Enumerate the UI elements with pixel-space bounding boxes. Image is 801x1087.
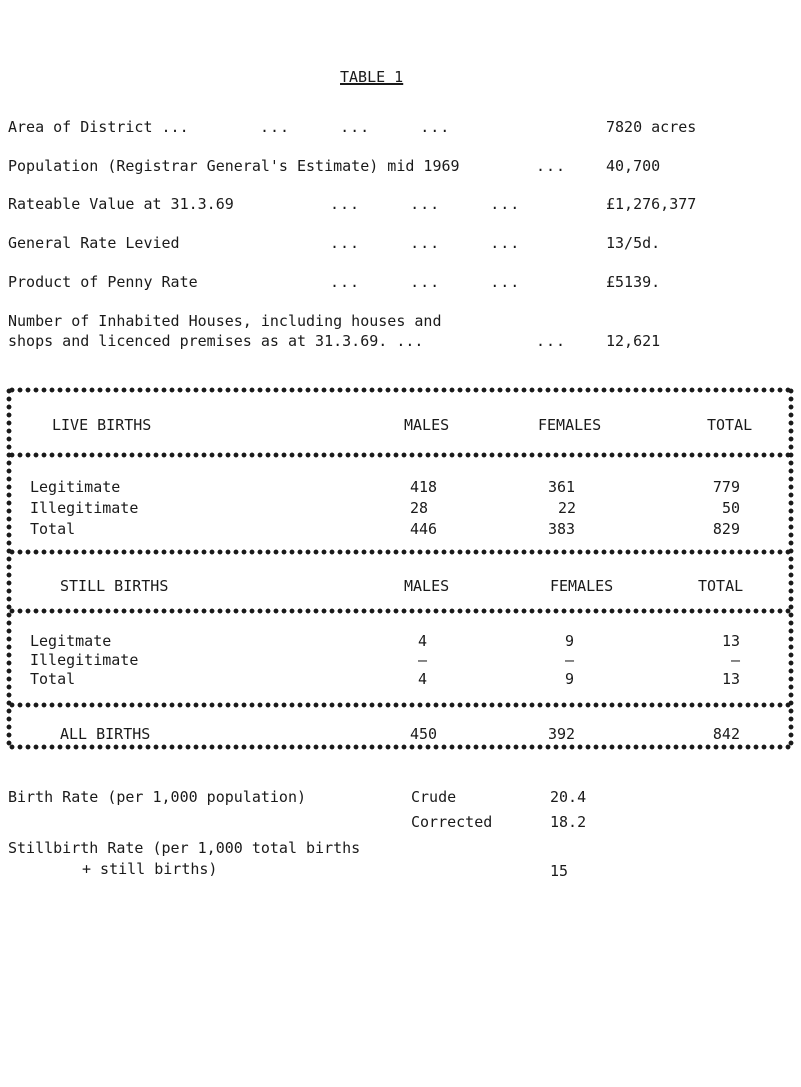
live-total-total: 829 xyxy=(712,520,740,538)
live-illegitimate-total: 50 xyxy=(721,499,740,517)
still-illegitimate-females: – xyxy=(565,651,575,669)
live-legitimate-males: 418 xyxy=(410,478,438,496)
summary-rateable-dots: ... ... ... xyxy=(330,195,521,213)
still-legitimate-total: 13 xyxy=(721,632,740,650)
live-legitimate-females: 361 xyxy=(548,478,576,496)
live-births-heading: LIVE BIRTHS xyxy=(52,416,152,434)
still-births-total-heading: TOTAL xyxy=(698,577,744,595)
still-legitimate-males: 4 xyxy=(418,632,428,650)
still-total-label: Total xyxy=(30,670,76,688)
houses-dots: ... xyxy=(536,332,567,350)
live-births-header-rule xyxy=(8,452,793,458)
summary-general-rate-label: General Rate Levied xyxy=(8,234,180,252)
birth-rate-crude-value: 20.4 xyxy=(550,788,587,806)
live-legitimate-total: 779 xyxy=(712,478,740,496)
houses-line-2: shops and licenced premises as at 31.3.69. ... xyxy=(8,332,424,350)
still-births-bottom-rule xyxy=(8,702,793,708)
birth-rate-crude-label: Crude xyxy=(411,788,457,806)
summary-penny-rate-value: £5139. xyxy=(606,273,661,291)
summary-area-label: Area of District ... xyxy=(8,118,189,136)
live-births-bottom-rule xyxy=(8,549,793,555)
stillbirth-rate-line-1: Stillbirth Rate (per 1,000 total births xyxy=(8,839,361,857)
table-title: TABLE 1 xyxy=(340,68,404,86)
all-births-total: 842 xyxy=(712,725,740,743)
stillbirth-rate-value: 15 xyxy=(550,862,569,880)
summary-rateable-label: Rateable Value at 31.3.69 xyxy=(8,195,234,213)
still-total-females: 9 xyxy=(565,670,575,688)
still-births-header-rule xyxy=(8,608,793,614)
summary-area-value: 7820 acres xyxy=(606,118,697,136)
houses-line-1: Number of Inhabited Houses, including houses and xyxy=(8,312,442,330)
summary-area-dots: ... ... ... xyxy=(260,118,451,136)
table-right-rule xyxy=(788,387,794,747)
summary-general-rate-dots: ... ... ... xyxy=(330,234,521,252)
summary-population-dots: ... xyxy=(536,157,567,175)
still-total-males: 4 xyxy=(418,670,428,688)
still-births-heading: STILL BIRTHS xyxy=(60,577,169,595)
stillbirth-rate-line-2: + still births) xyxy=(82,860,218,878)
birth-rate-label: Birth Rate (per 1,000 population) xyxy=(8,788,307,806)
table-bottom-rule xyxy=(8,744,793,750)
birth-rate-corrected-value: 18.2 xyxy=(550,813,587,831)
summary-population-label: Population (Registrar General's Estimate) mid 1969 xyxy=(8,157,460,175)
still-legitimate-label: Legitmate xyxy=(30,632,112,650)
still-illegitimate-males: – xyxy=(418,651,428,669)
live-total-label: Total xyxy=(30,520,76,538)
summary-penny-rate-label: Product of Penny Rate xyxy=(8,273,198,291)
live-births-total-heading: TOTAL xyxy=(707,416,753,434)
table-left-rule xyxy=(6,387,12,747)
live-legitimate-label: Legitimate xyxy=(30,478,121,496)
live-illegitimate-label: Illegitimate xyxy=(30,499,139,517)
still-illegitimate-label: Illegitimate xyxy=(30,651,139,669)
still-total-total: 13 xyxy=(721,670,740,688)
live-births-females-heading: FEMALES xyxy=(538,416,602,434)
still-births-females-heading: FEMALES xyxy=(550,577,614,595)
summary-general-rate-value: 13/5d. xyxy=(606,234,661,252)
live-total-females: 383 xyxy=(548,520,576,538)
still-births-males-heading: MALES xyxy=(404,577,450,595)
still-illegitimate-total: – xyxy=(730,651,740,669)
houses-value: 12,621 xyxy=(606,332,661,350)
summary-penny-rate-dots: ... ... ... xyxy=(330,273,521,291)
live-total-males: 446 xyxy=(410,520,438,538)
all-births-females: 392 xyxy=(548,725,576,743)
live-births-males-heading: MALES xyxy=(404,416,450,434)
all-births-label: ALL BIRTHS xyxy=(60,725,151,743)
summary-population-value: 40,700 xyxy=(606,157,661,175)
birth-rate-corrected-label: Corrected xyxy=(411,813,493,831)
still-legitimate-females: 9 xyxy=(565,632,575,650)
all-births-males: 450 xyxy=(410,725,438,743)
live-illegitimate-males: 28 xyxy=(410,499,429,517)
live-illegitimate-females: 22 xyxy=(558,499,577,517)
table-top-rule xyxy=(8,387,793,393)
summary-rateable-value: £1,276,377 xyxy=(606,195,697,213)
